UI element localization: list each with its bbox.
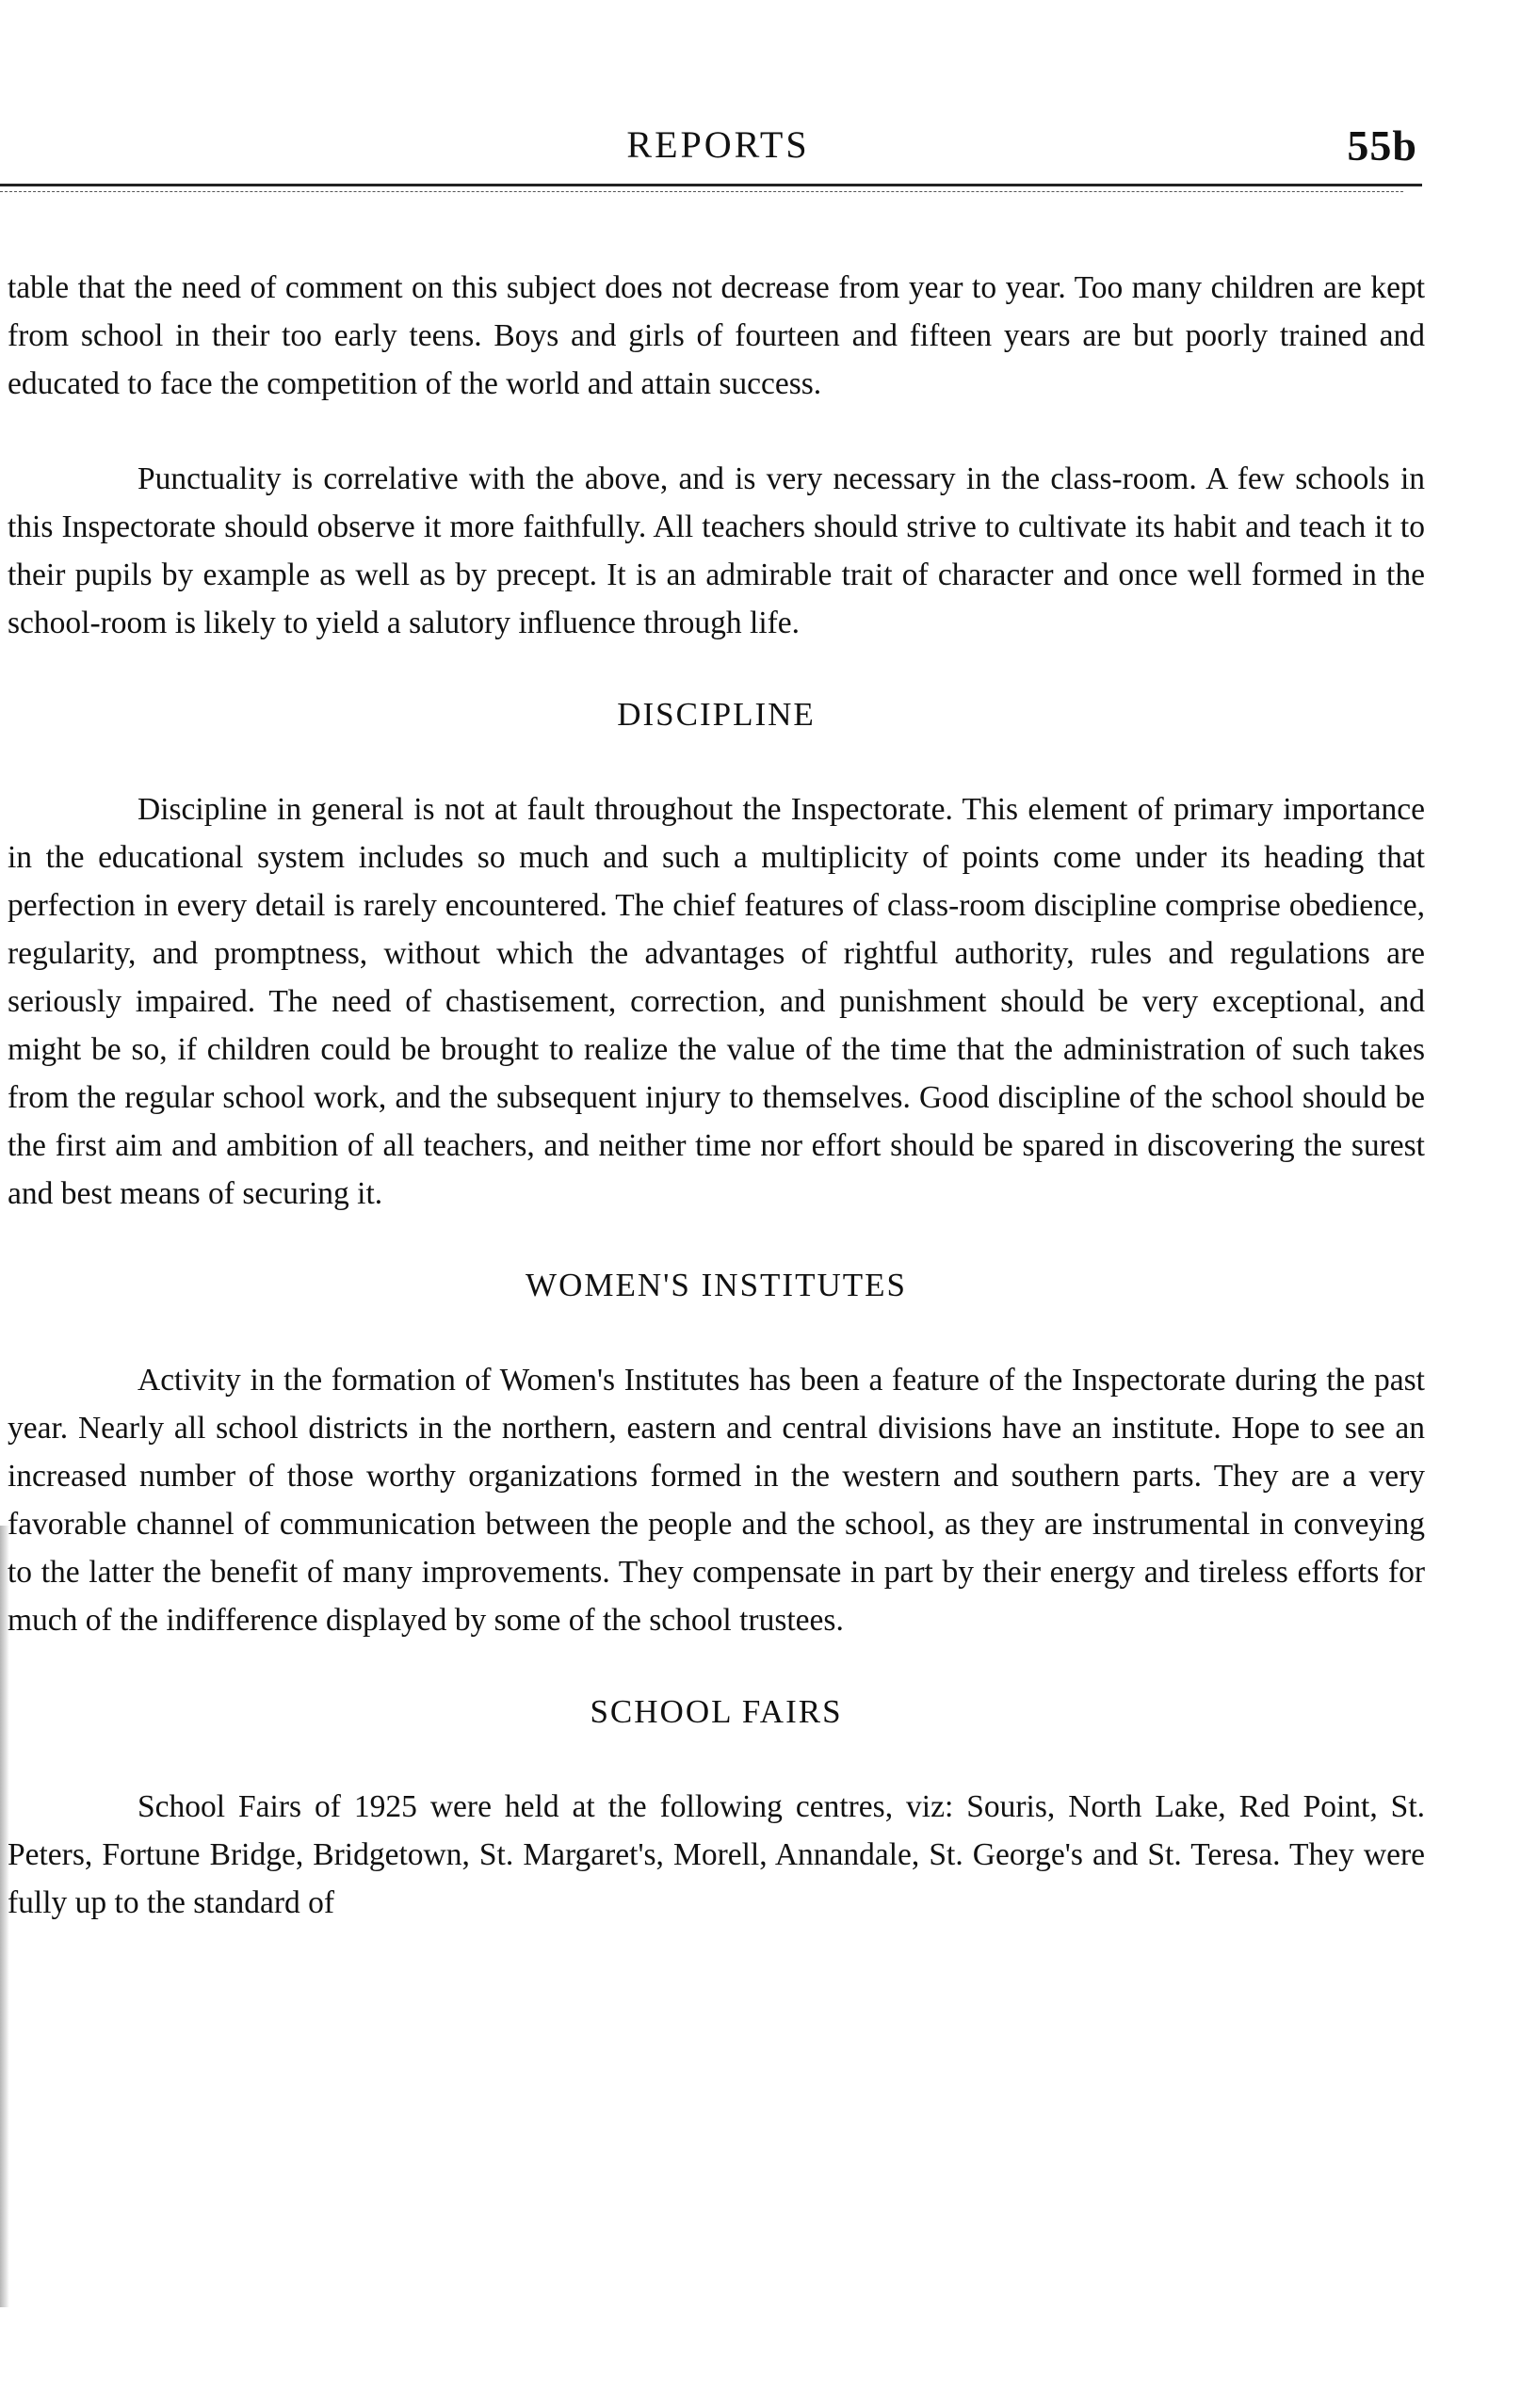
header-rule-secondary [0, 191, 1403, 192]
paragraph-gap [8, 408, 1425, 455]
continued-paragraph: table that the need of comment on this subject does not decrease from year to year. Too many children are kept from school in their too early teens. Boys and girls of fourteen and fifteen years are but poorly trained and educated to face the competition of the world and attain success. [8, 270, 1425, 401]
punctuality-paragraph: Punctuality is correlative with the above, and is very necessary in the class-room. A few schools in this Inspectorate should observe it more faithfully. All teachers should strive to cultivate its habit and teach it to their pupils by example as well as by precept. It is an admirable trait of character and once well formed in the school-room is likely to yield a salutory influence through life. [8, 461, 1425, 640]
section-heading-womens-institutes: WOMEN'S INSTITUTES [526, 1267, 907, 1303]
section-heading-discipline: DISCIPLINE [617, 696, 816, 733]
discipline-paragraph: Discipline in general is not at fault throughout the Inspectorate. This element of primary importance in the educational system includes so much and such a multiplicity of points come under its heading that perfection in every detail is rarely encountered. The chief features of class-room discipline comprise obedience, regularity, and promptness, without which the advantages of rightful authority, rules and regulations are seriously impaired. The need of chastisement, correction, and punishment should be very exceptional, and might be so, if children could be brought to realize the value of the time that the administration of such takes from the regular school work, and the subsequent injury to themselves. Good discipline of the school should be the first aim and ambition of all teachers, and neither time nor effort should be spared in discovering the surest and best means of securing it. [8, 792, 1425, 1211]
running-header [0, 122, 1521, 179]
page-number: 55b [1347, 121, 1417, 170]
header-rule [0, 184, 1422, 186]
school-fairs-paragraph: School Fairs of 1925 were held at the following centres, viz: Souris, North Lake, Red Point, St. Peters, Fortune Bridge, Bridgetown, St. Margaret's, Morell, Annandale, St. George's and St. Teresa. They were fully up to the standard of [8, 1789, 1425, 1920]
running-title: REPORTS [626, 123, 810, 166]
womens-institutes-paragraph: Activity in the formation of Women's Institutes has been a feature of the Inspectorate during the past year. Nearly all school districts in the northern, eastern and central divisions have an institute. Hope to see an increased number of those worthy organizations formed in the western and southern parts. They are a very favorable channel of communication between the people and the school, as they are instrumental in conveying to the latter the benefit of many improvements. They compensate in part by their energy and tireless efforts for much of the indifference displayed by some of the school trustees. [8, 1363, 1425, 1638]
section-heading-school-fairs: SCHOOL FAIRS [590, 1693, 843, 1730]
body-text [8, 264, 1425, 1927]
